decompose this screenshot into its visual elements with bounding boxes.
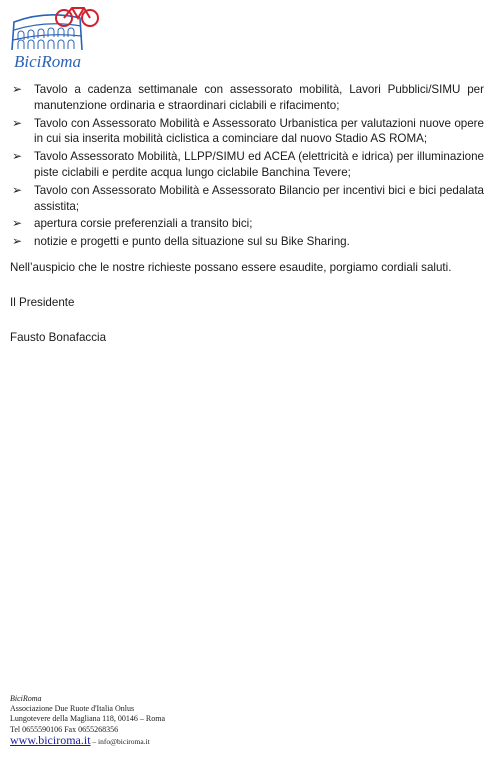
footer-email: – info@biciroma.it — [90, 736, 150, 746]
list-item — [10, 234, 484, 250]
check-arrow-icon: ➢ — [12, 216, 23, 231]
footer-contact — [10, 732, 310, 747]
list-item-text: Tavolo con Assessorato Mobilità e Assessorato Bilancio per incentivi bici e bici pedalata assistita; — [34, 183, 484, 213]
colosseum-bicycle-logo-icon — [6, 4, 102, 72]
list-item-text: Tavolo a cadenza settimanale con assessorato mobilità, Lavori Pubblici/SIMU per manutenzione ordinaria e straordinari ciclabili e rifacimento; — [34, 83, 484, 112]
website-link[interactable]: www.biciroma.it — [10, 732, 91, 747]
list-item — [10, 149, 484, 181]
footer-association: Associazione Due Ruote d'Italia Onlus — [10, 704, 135, 714]
biciroma-logo — [6, 4, 102, 72]
list-item — [10, 116, 484, 148]
list-item — [10, 183, 484, 215]
list-item-text: Tavolo Assessorato Mobilità, LLPP/SIMU ed ACEA (elettricità e idrica) per illuminazione piste ciclabili e perdite acqua lungo ciclabile Banchina Tevere; — [34, 150, 484, 179]
check-arrow-icon: ➢ — [12, 234, 23, 249]
list-item-text: notizie e progetti e punto della situazione sul su Bike Sharing. — [34, 235, 350, 249]
letterhead-footer — [10, 694, 310, 747]
signature-name: Fausto Bonafaccia — [10, 331, 107, 344]
check-arrow-icon: ➢ — [12, 115, 23, 130]
list-item — [10, 216, 484, 232]
request-list — [10, 82, 484, 252]
footer-address: Lungotevere della Magliana 118, 00146 – Roma — [10, 714, 165, 724]
list-item-text: Tavolo con Assessorato Mobilità e Assessorato Urbanistica per valutazioni nuove opere in cui sia inserita mobilità ciclistica a cominciare dal nuovo Stadio AS ROMA; — [34, 116, 484, 146]
footer-brand: BiciRoma — [10, 694, 42, 703]
logo-wordmark: BiciRoma — [14, 52, 82, 71]
check-arrow-icon: ➢ — [12, 82, 23, 96]
footer-phone: Tel 0655590106 Fax 0655268356 — [10, 724, 119, 734]
signature-role: Il Presidente — [10, 296, 75, 309]
closing-paragraph: Nell’auspicio che le nostre richieste possano essere esaudite, porgiamo cordiali saluti. — [10, 261, 452, 274]
check-arrow-icon: ➢ — [12, 182, 23, 197]
list-item-text: apertura corsie preferenziali a transito bici; — [34, 217, 253, 231]
check-arrow-icon: ➢ — [12, 149, 23, 164]
list-item — [10, 82, 484, 114]
